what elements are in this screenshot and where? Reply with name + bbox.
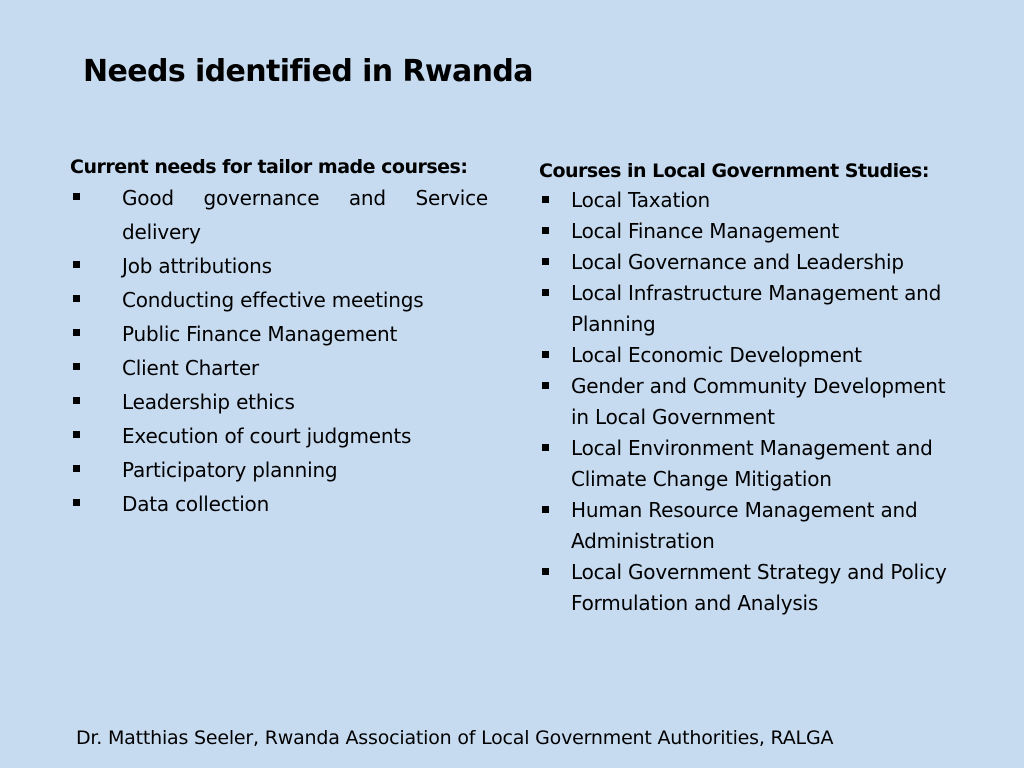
list-item-label: Local Infrastructure Management and Planning	[571, 281, 942, 336]
square-bullet-icon	[73, 261, 80, 268]
list-item-label: Leadership ethics	[122, 390, 295, 414]
courses-heading: Courses in Local Government Studies:	[539, 160, 929, 182]
list-item	[70, 317, 488, 351]
list-item-label: Public Finance Management	[122, 322, 398, 346]
square-bullet-icon	[73, 465, 80, 472]
list-item	[70, 351, 488, 385]
list-item-label: Job attributions	[122, 254, 272, 278]
list-item-label: Participatory planning	[122, 458, 338, 482]
list-item	[539, 371, 949, 433]
square-bullet-icon	[542, 258, 549, 265]
footer	[76, 727, 833, 749]
list-item	[539, 557, 949, 619]
square-bullet-icon	[73, 431, 80, 438]
list-item-label: Local Economic Development	[571, 343, 862, 367]
page-title: Needs identified in Rwanda	[83, 54, 533, 89]
footer-affiliation: , Rwanda Association of Local Government Authorities, RALGA	[253, 727, 834, 749]
square-bullet-icon	[542, 351, 549, 358]
square-bullet-icon	[542, 227, 549, 234]
square-bullet-icon	[73, 295, 80, 302]
list-item-label: Human Resource Management and Administration	[571, 498, 918, 553]
list-item	[539, 247, 949, 278]
list-item	[539, 433, 949, 495]
list-item	[70, 181, 488, 249]
square-bullet-icon	[73, 397, 80, 404]
list-item-label: Good governance and Service	[122, 186, 488, 210]
square-bullet-icon	[542, 444, 549, 451]
list-item-label: Local Finance Management	[571, 219, 840, 243]
courses-column	[539, 157, 949, 619]
list-item-label: Local Governance and Leadership	[571, 250, 904, 274]
list-item	[70, 453, 488, 487]
list-item	[539, 495, 949, 557]
current-needs-list	[70, 181, 488, 521]
list-item-label: Execution of court judgments	[122, 424, 412, 448]
list-item	[70, 385, 488, 419]
list-item-label-continued: delivery	[122, 220, 201, 244]
current-needs-heading: Current needs for tailor made courses:	[70, 156, 468, 178]
square-bullet-icon	[73, 193, 80, 200]
list-item	[539, 278, 949, 340]
square-bullet-icon	[542, 196, 549, 203]
square-bullet-icon	[73, 329, 80, 336]
square-bullet-icon	[73, 499, 80, 506]
footer-author: Dr. Matthias Seeler	[76, 727, 254, 749]
list-item	[70, 487, 488, 521]
square-bullet-icon	[73, 363, 80, 370]
square-bullet-icon	[542, 382, 549, 389]
list-item	[539, 340, 949, 371]
list-item	[70, 283, 488, 317]
square-bullet-icon	[542, 568, 549, 575]
list-item	[539, 216, 949, 247]
list-item	[70, 419, 488, 453]
current-needs-column	[70, 153, 488, 521]
list-item-label: Local Taxation	[571, 188, 710, 212]
list-item-label: Gender and Community Development in Local Government	[571, 374, 946, 429]
list-item	[70, 249, 488, 283]
list-item	[539, 185, 949, 216]
list-item-label: Client Charter	[122, 356, 259, 380]
list-item-label: Conducting effective meetings	[122, 288, 424, 312]
courses-list	[539, 185, 949, 619]
list-item-label: Local Environment Management and Climate Change Mitigation	[571, 436, 933, 491]
square-bullet-icon	[542, 289, 549, 296]
square-bullet-icon	[542, 506, 549, 513]
list-item-label: Local Government Strategy and Policy Formulation and Analysis	[571, 560, 947, 615]
list-item-label: Data collection	[122, 492, 270, 516]
